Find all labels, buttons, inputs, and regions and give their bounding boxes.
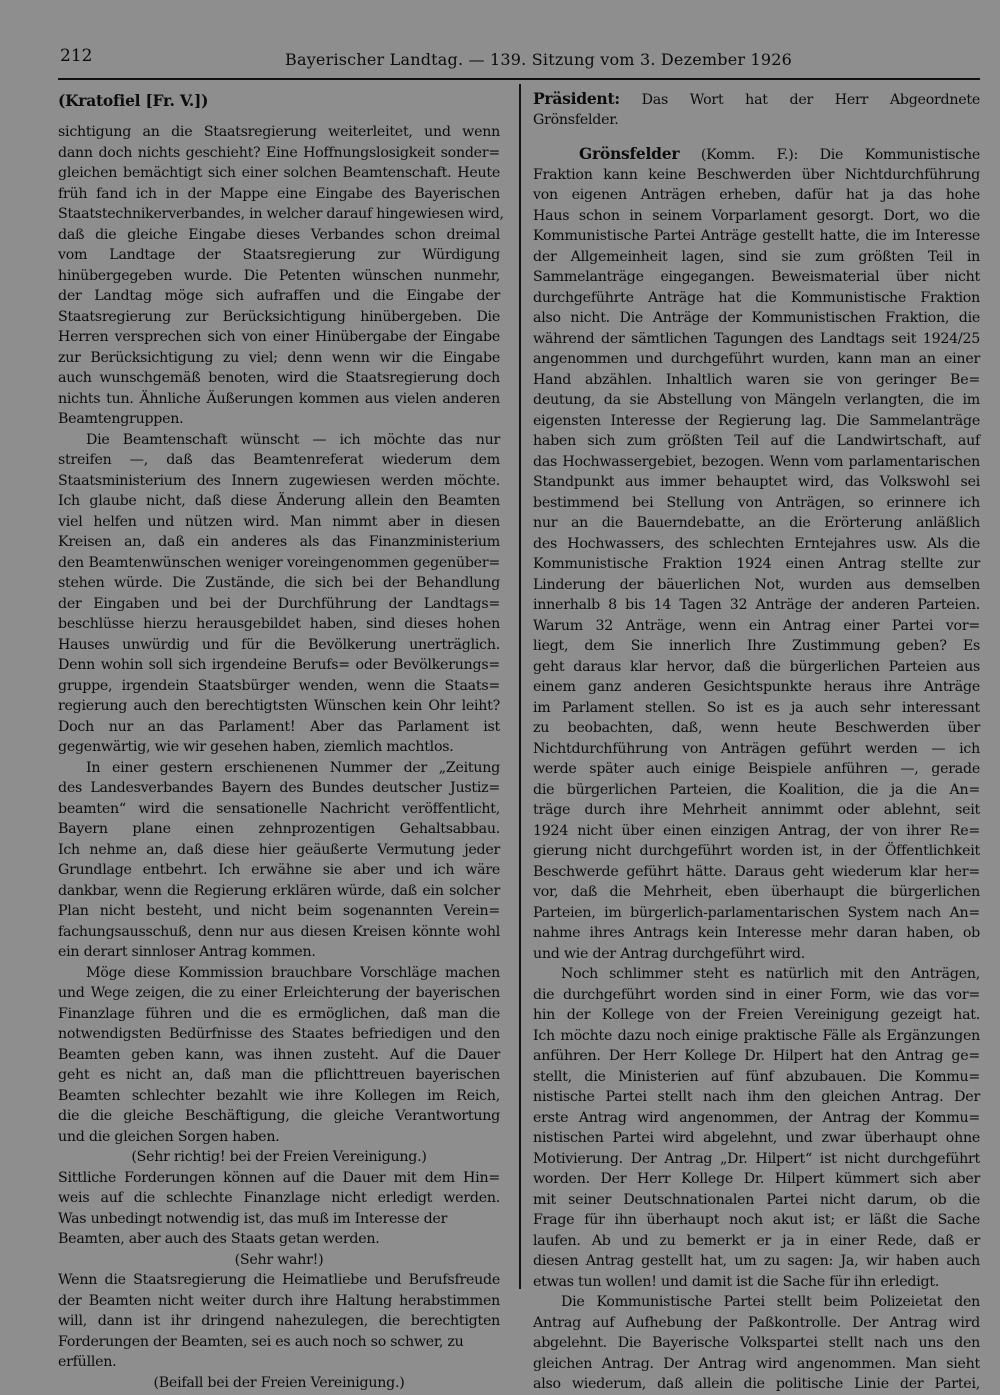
text-line: vor, daß die Mehrheit, eben überhaupt die bürgerlichen <box>533 884 980 900</box>
text-line: abgelehnt. Die Bayerische Volkspartei stellt nach uns den <box>533 1335 980 1351</box>
text-line: Herren versprechen sich von einer Hinübergabe der Eingabe <box>58 329 500 345</box>
text-line: Staatsministerium des Innern zugewiesen werden möchte. <box>58 472 500 489</box>
text-line: Die Beamtenschaft wünscht — ich möchte das nur <box>86 431 500 448</box>
text-line: eigensten Interesse der Regierung lag. Die Sammelanträge <box>533 412 980 429</box>
text-line: die durchgeführt worden sind in einer Form, wie das vor= <box>533 986 980 1003</box>
right-column-text <box>533 165 980 1395</box>
text-line: gleichen Antrag. Der Antrag wird angenommen. Man sieht <box>533 1355 980 1372</box>
text-line: Ich möchte dazu noch einige praktische Fälle als Ergänzungen <box>533 1027 980 1044</box>
text-line: Hauses unwürdig und für die Bevölkerung unerträglich. <box>58 636 500 653</box>
president-text-line-2: Grönsfelder. <box>533 112 619 128</box>
text-line: von eigenen Anträgen erheben, dafür hat ja das hohe <box>533 187 980 203</box>
text-line: durchgeführte Anträge hat die Kommunistische Fraktion <box>533 289 980 306</box>
text-line: (Sehr richtig! bei der Freien Vereinigung.) <box>131 1149 427 1165</box>
text-line: stehen würde. Die Zustände, die sich bei der Behandlung <box>58 575 500 591</box>
text-line: die bürgerlichen Parteien, die Koalition, die ja die An= <box>533 781 980 798</box>
text-line: Sammelanträge eingegangen. Beweismaterial über nicht <box>533 269 980 285</box>
text-line: den Beamtenwünschen weniger voreingenommen gegenüber= <box>58 554 500 571</box>
text-line: erfüllen. <box>58 1354 117 1370</box>
text-line: Plan nicht besteht, und nicht beim sogenannten Verein= <box>58 903 500 919</box>
speaker-intro-text: (Komm. F.): Die Kommunistische <box>700 146 980 163</box>
text-line: der Eingaben und bei der Durchführung der Landtags= <box>58 595 500 612</box>
text-line: Kommunistische Fraktion 1924 einen Antrag stellte zur <box>533 556 980 572</box>
text-line: Ich nehme an, daß diese hier geäußerte Vermutung jeder <box>58 841 500 858</box>
text-line: früh fand ich in der Mappe eine Eingabe des Bayerischen <box>58 185 500 202</box>
text-line: und wie der Antrag durchgeführt wird. <box>533 945 806 962</box>
text-line: zu beobachten, daß, wenn heute Beschwerden über <box>533 720 980 736</box>
text-line: gierung nicht durchgeführt worden ist, in der Öffentlichkeit <box>533 843 980 859</box>
text-line: Forderungen der Beamten, sei es auch noch so schwer, zu <box>58 1333 464 1350</box>
text-line: vom Landtage der Staatsregierung zur Würdigung <box>58 247 500 263</box>
text-line: Fraktion kann keine Beschwerden über Nichtdurchführung <box>533 166 980 183</box>
text-line: Doch nur an das Parlament! Aber das Parlament ist <box>58 718 500 735</box>
text-line: gleichen bemächtigt sich einer solchen Beamtenschaft. Heute <box>58 165 500 181</box>
text-line: diesen Antrag gestellt hat, um zu sagen: Ja, wir haben auch <box>533 1253 980 1269</box>
text-line: des Landesverbandes Bayern des Bundes deutscher Justiz= <box>58 780 500 796</box>
running-header-title: Bayerischer Landtag. — 139. Sitzung vom 3. Dezember 1926 <box>285 50 793 69</box>
text-line: das Hochwassergebiet, bezogen. Wenn vom parlamentarischen <box>533 453 980 470</box>
text-line: angenommen und durchgeführt wurden, kann man an einer <box>533 351 980 367</box>
text-line: nichts tun. Ähnliche Äußerungen kommen aus vielen anderen <box>58 390 500 407</box>
text-line: streifen —, daß das Beamtenreferat wiederum dem <box>58 452 500 468</box>
text-line: nistische Partei stellt nach ihm den gleichen Antrag. Der <box>533 1089 980 1105</box>
text-line: Frage für ihn überhaupt noch akut ist; er läßt die Sache <box>533 1212 980 1228</box>
text-line: ein derart sinnloser Antrag kommen. <box>58 944 316 960</box>
text-line: Antrag auf Aufhebung der Paßkontrolle. Der Antrag wird <box>533 1314 980 1331</box>
left-column-heading: (Kratofiel [Fr. V.]) <box>58 91 209 110</box>
text-line: träge durch ihre Mehrheit annimmt oder ablehnt, seit <box>533 802 980 818</box>
text-line: Noch schlimmer steht es natürlich mit den Anträgen, <box>561 966 980 982</box>
text-line: der Landtag möge sich aufraffen und die Eingabe der <box>58 288 500 304</box>
text-line: innerhalb 8 bis 14 Tagen 32 Anträge der anderen Parteien. <box>533 597 980 613</box>
text-line: haben sich zum größten Teil auf die Landwirtschaft, auf <box>533 433 980 449</box>
text-line: hin der Kollege von der Freien Vereinigung gezeigt hat. <box>533 1007 980 1023</box>
text-line: Denn wohin soll sich irgendeine Berufs= oder Bevölkerungs= <box>58 657 500 673</box>
text-line: Sittliche Forderungen können auf die Dauer mit dem Hin= <box>58 1169 500 1186</box>
text-line: Was unbedingt notwendig ist, das muß im Interesse der <box>58 1210 448 1227</box>
text-line: Hand abzählen. Inhaltlich waren sie von geringer Be= <box>533 371 980 388</box>
text-line: hinübergegeben wurde. Die Petenten wünschen nunmehr, <box>58 267 500 284</box>
left-column <box>58 88 504 1391</box>
text-line: Staatsregierung zur Berücksichtigung hinübergeben. Die <box>58 308 500 325</box>
text-line: also nicht. Die Anträge der Kommunistischen Fraktion, die <box>533 310 980 326</box>
text-line: Möge diese Kommission brauchbare Vorschläge machen <box>86 964 500 981</box>
text-line: will, dann ist ihr dringend nahezulegen, die berechtigten <box>58 1313 500 1329</box>
text-line: weis auf die schlechte Finanzlage nicht erledigt werden. <box>58 1190 500 1206</box>
text-line: der Allgemeinheit lagen, sind sie zum größten Teil in <box>533 248 980 265</box>
text-line: laufen. Ab und zu bemerkt er ja in einer Rede, daß er <box>533 1232 980 1249</box>
text-line: nur an die Bauerndebatte, an die Erörterung anläßlich <box>533 515 980 531</box>
text-line: also wiederum, daß allein die politische Linie der Partei, <box>533 1376 980 1392</box>
text-line: (Beifall bei der Freien Vereinigung.) <box>153 1374 405 1391</box>
text-line: notwendigsten Bedürfnisse des Staates befriedigen und den <box>58 1026 500 1042</box>
text-line: deutung, da sie Abstellung von Mängeln verlangten, die im <box>533 392 980 408</box>
column-divider <box>519 84 521 1289</box>
text-line: anführen. Der Herr Kollege Dr. Hilpert hat den Antrag ge= <box>533 1048 980 1064</box>
text-line: Beamtengruppen. <box>58 411 184 427</box>
text-line: Standpunkt aus immer behauptet wird, das Volkswohl sei <box>533 474 980 490</box>
text-line: während der sämtlichen Tagungen des Landtags seit 1924/25 <box>533 330 980 347</box>
text-line: regierung auch den berechtigtsten Wünschen kein Ohr leiht? <box>58 698 500 714</box>
text-line: gegenwärtig, wie wir gesehen haben, ziemlich machtlos. <box>58 739 454 755</box>
text-line: fachungsausschuß, denn nur aus diesen Kreisen könnte wohl <box>58 923 500 940</box>
text-line: Haus schon in seinem Vorparlament gesorgt. Dort, wo die <box>533 207 980 224</box>
text-line: Bayern plane einen zehnprozentigen Gehaltsabbau. <box>58 821 500 837</box>
text-line: Staatstechnikerverbandes, in welcher darauf hingewiesen wird, <box>58 206 504 222</box>
president-text-line-1: Das Wort hat der Herr Abgeordnete <box>641 92 980 108</box>
text-line: dann doch nichts geschieht? Eine Hoffnungslosigkeit sonder= <box>58 144 500 161</box>
text-line: sichtigung an die Staatsregierung weiterleitet, und wenn <box>58 124 500 140</box>
text-line: die die gleiche Beschäftigung, die gleiche Verantwortung <box>58 1108 500 1124</box>
president-speaker-name: Präsident: <box>533 89 620 108</box>
header-rule <box>58 78 980 80</box>
text-line: (Sehr wahr!) <box>234 1251 324 1268</box>
text-line: Beamten, aber auch des Staats getan werden. <box>58 1231 380 1247</box>
text-line: Beschwerde geführt hätte. Daraus geht wiederum klar her= <box>533 863 980 880</box>
text-line: Die Kommunistische Partei stellt beim Polizeietat den <box>561 1294 980 1310</box>
text-line: im Parlament stellen. So ist es ja auch sehr interessant <box>533 699 980 716</box>
text-line: beschlüsse hierzu herausgebildet haben, sind dieses hohen <box>58 616 500 632</box>
right-column <box>533 88 980 1392</box>
text-line: Kreisen an, daß ein anderes als das Finanzministerium <box>58 534 500 550</box>
text-line: zur Berücksichtigung zu viel; denn wenn wir die Eingabe <box>58 349 500 366</box>
text-line: mit seiner Deutschnationalen Partei nicht darum, ob die <box>533 1191 980 1208</box>
text-line: und Wege zeigen, die zu einer Erleichterung der bayerischen <box>58 985 500 1001</box>
text-line: viel helfen und nützen wird. Man nimmt aber in diesen <box>58 513 500 530</box>
text-line: Wenn die Staatsregierung die Heimatliebe und Berufsfreude <box>58 1272 500 1288</box>
text-line: Beamten schlechter bezahlt wie ihre Kollegen im Reich, <box>58 1087 500 1104</box>
text-line: Motivierung. Der Antrag „Dr. Hilpert“ ist nicht durchgeführt <box>533 1150 980 1167</box>
text-line: erste Antrag wird angenommen, der Antrag der Kommu= <box>533 1109 980 1126</box>
text-line: stellt, die Ministerien auf fünf abzubauen. Die Kommu= <box>533 1068 980 1085</box>
text-line: geht es nicht an, daß man die pflichttreuen bayerischen <box>58 1067 500 1083</box>
text-line: Beamten geben kann, was ihnen zusteht. Auf die Dauer <box>58 1046 500 1063</box>
speaker-intro <box>533 143 980 165</box>
text-line: daß die gleiche Eingabe dieses Verbandes schon dreimal <box>58 226 500 243</box>
text-line: Parteien, im bürgerlich-parlamentarischen System nach An= <box>533 904 980 921</box>
text-line: Linderung der bäuerlichen Not, wurden aus demselben <box>533 576 980 593</box>
text-line: Nichtdurchführung von Anträgen geführt werden — ich <box>533 740 980 757</box>
text-line: beamten“ wird die sensationelle Nachricht veröffentlicht, <box>58 800 500 817</box>
text-line: nistischen Partei wird abgelehnt, und zwar überhaupt ohne <box>533 1130 980 1146</box>
text-line: der Beamten nicht weiter durch ihre Haltung herabstimmen <box>58 1292 500 1309</box>
text-line: liegt, dem Sie innerlich Ihre Zustimmung geben? Es <box>533 638 980 654</box>
text-line: Ich glaube nicht, daß diese Änderung allein den Beamten <box>58 493 500 509</box>
text-line: In einer gestern erschienenen Nummer der „Zeitung <box>86 759 500 776</box>
text-line: geht daraus klar hervor, daß die bürgerlichen Parteien aus <box>533 658 980 675</box>
text-line: Grundlage entbehrt. Ich erwähne sie aber und ich wäre <box>58 862 500 878</box>
president-statement <box>533 88 980 110</box>
text-line: dankbar, wenn die Regierung erklären würde, daß ein solcher <box>58 882 500 899</box>
left-column-text <box>58 122 504 1393</box>
text-line: nahme ihres Antrags kein Interesse mehr daran haben, ob <box>533 925 980 941</box>
text-line: einem ganz anderen Gesichtspunkte heraus ihre Anträge <box>533 679 980 695</box>
text-line: Kommunistische Partei Anträge gestellt hatte, die im Interesse <box>533 228 980 244</box>
text-line: gruppe, irgendein Staatsbürger wenden, wenn die Staats= <box>58 677 500 694</box>
text-line: worden. Der Herr Kollege Dr. Hilpert kümmert sich aber <box>533 1171 980 1187</box>
text-line: Warum 32 Anträge, wenn ein Antrag einer Partei vor= <box>533 617 980 634</box>
speaker-name-groensfelder: Grönsfelder <box>579 143 680 163</box>
page-number: 212 <box>60 46 93 66</box>
text-line: werde später auch einige Beispiele anführen —, gerade <box>533 761 980 777</box>
text-line: etwas tun wollen! und damit ist die Sache für ihn erledigt. <box>533 1273 940 1290</box>
text-line: 1924 nicht über einen einzigen Antrag, der von ihrer Re= <box>533 822 980 839</box>
text-line: Finanzlage führen und die es ermöglichen, daß man die <box>58 1005 500 1022</box>
text-line: bestimmend bei Stellung von Anträgen, so erinnere ich <box>533 494 980 511</box>
text-line: des Hochwassers, des schlechten Erntejahres usw. Als die <box>533 535 980 552</box>
text-line: und die gleichen Sorgen haben. <box>58 1128 280 1145</box>
text-line: auch wunschgemäß benoten, wird die Staatsregierung doch <box>58 370 500 386</box>
